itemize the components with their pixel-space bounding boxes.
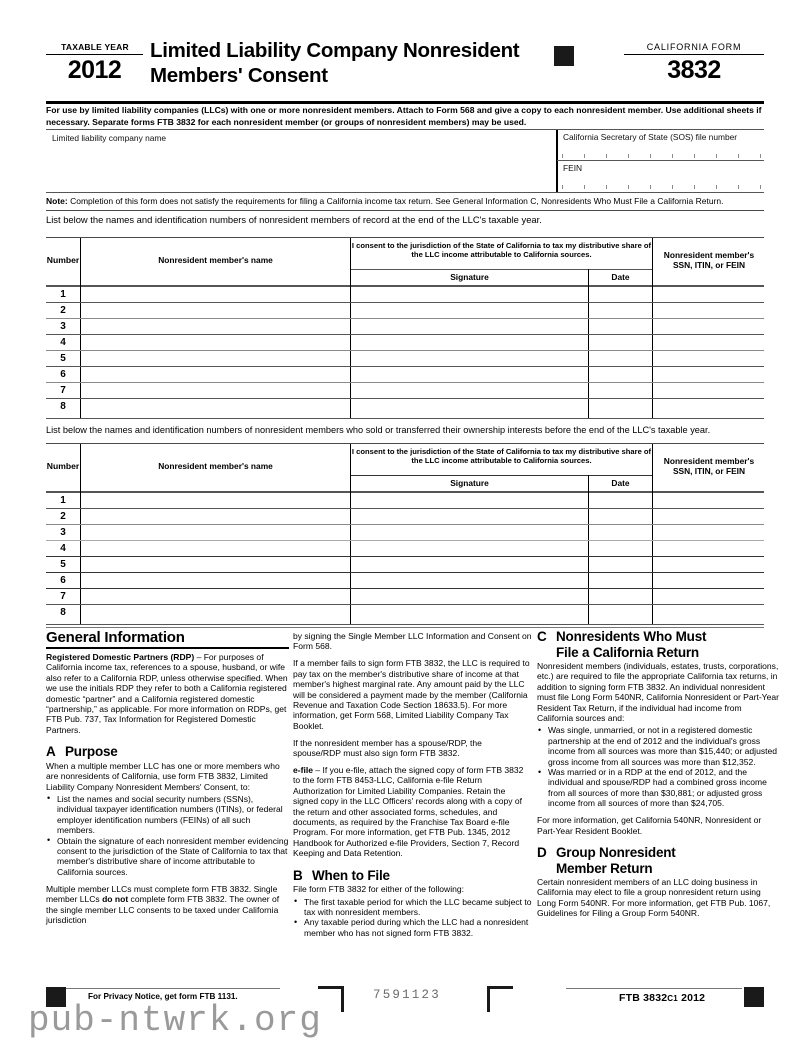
t2-row-number: 7 [60,591,66,602]
t2-header-name: Nonresident member's name [158,461,273,471]
section-a-heading [46,744,289,760]
t1-top-rule [46,237,764,238]
t1-header-consent: I consent to the jurisdiction of the State of California to tax my distributive share of the LLC income attributable to California sources. [351,241,652,260]
taxable-year-rule [46,54,143,55]
t2-vrule-name [350,444,351,625]
section-b-heading [293,868,532,884]
section-b-intro: File form FTB 3832 for either of the following: [293,884,465,895]
page-title-line2: Members' Consent [150,64,328,87]
t1-vrule-number [80,238,81,419]
list-item: • The first taxable period for which the LLC became subject to tax with nonresident members. [293,897,532,918]
section-c-title-line2: File a California Return [556,644,699,660]
t2-vrule-number [80,444,81,625]
watermark: pub-ntwrk.org [28,1000,322,1041]
header-divider [46,101,764,104]
t2-row-rule [46,556,764,557]
form-header [46,38,764,100]
t1-row-number: 7 [60,385,66,396]
crop-bracket-top-right-icon [318,986,344,1012]
section-a-closing-bold: do not [102,894,129,905]
section-c-title-line1: Nonresidents Who Must [556,629,707,644]
t2-header-signature: Signature [450,478,489,488]
entity-box-middle-rule [557,160,764,161]
footer-left-rule [66,988,280,989]
t1-row-rule [46,350,764,351]
rdp-paragraph [46,652,289,735]
page-title-line1: Limited Liability Company Nonresident [150,39,520,62]
section-a-closing-post: complete form FTB 3832. The owner of the single member LLC consents to be taxed under California jurisdiction [46,894,280,925]
general-info-column-2 [293,631,532,945]
section-a-letter: A [46,744,56,760]
footer-right-rule [566,988,742,989]
rdp-bold-label: Registered Domestic Partners (RDP) [46,652,195,662]
col2-paragraph-2: If a member fails to sign form FTB 3832, the LLC is required to pay tax on the member's distributive share of income at that member's highest marginal rate. Any amount paid by the LLC will be considered a payment made by the member (California Revenue and Taxation Code Section 18633.5). For more information, get Form 568, Limited Liability Company Tax Booklet. [293,658,530,731]
t1-header-bottom-rule [46,285,764,287]
section-d-heading [537,845,780,876]
general-info-column-1 [46,629,289,925]
rdp-text: – For purposes of California income tax, references to a spouse, husband, or wife also refer to a California RDP, unless otherwise specified. When we use the initials RDP they refer to both a California registered domestic “partner” and a California registered domestic “partnership,” as applicable. For more information on RDPs, get FTB Pub. 737, Tax Information for Registered Domestic Partners. [46,652,288,735]
form-number: 3832 [667,56,721,84]
t1-header-date: Date [611,272,630,282]
t2-row-rule [46,588,764,589]
t2-row-rule [46,540,764,541]
efile-text: – If you e-file, attach the signed copy of form FTB 3832 to the form FTB 8453-LLC, California e-file Return Authorization for Limited Liability Companies. Retain the signed copy in the LLC Officers' records along with a copy of the return and other associated forms, schedules, and documents, as required by the Franchise Tax Board e-file Program. For more information, get FTB Pub. 1345, 2012 Handbook for Authorized e-file Providers, Section 7, Record Keeping and Data Retention. [293,764,524,859]
form-use-instructions: For use by limited liability companies (LLCs) with one or more nonresident members. Attach to Form 568 and give a copy to each nonresident member. Use additional sheets if necessary. Separate forms FTB 3832 for each nonresident member (or groups of nonresident members) may be used. [46,105,762,127]
t1-row-number: 4 [60,337,66,348]
note-prefix: Note: [46,196,68,206]
entity-box-top-rule [46,129,764,130]
t2-bottom-rule [46,624,764,625]
t1-row-number: 2 [60,305,66,316]
t2-row-number: 5 [60,559,66,570]
general-info-column-3 [537,629,780,919]
t2-row-rule [46,524,764,525]
t1-row-number: 8 [60,401,66,412]
list-item: • List the names and social security numbers (SSNs), individual taxpayer identification numbers (ITINs), or federal employer identification numbers (FEINs) of all such members. [46,794,289,836]
list-item: • Any taxable period during which the LLC had a nonresident member who has not signed form FTB 3832. [293,917,532,938]
section-d-text: Certain nonresident members of an LLC doing business in California may elect to file a group nonresident return using Long Form 540NR. For more information, get FTB Pub. 1067, Guidelines for Filing a Group Form 540NR. [537,877,771,919]
t2-row-number: 8 [60,607,66,618]
fein-field[interactable] [563,174,759,187]
crop-bracket-top-left-icon [487,986,513,1012]
t2-header-date: Date [611,478,630,488]
privacy-notice-text: For Privacy Notice, get form FTB 1131. [88,992,238,1001]
nonresident-members-table-1 [46,237,764,419]
t1-row-rule [46,318,764,319]
section-d-title-line1: Group Nonresident [556,845,676,860]
entity-box-bottom-rule [46,192,764,193]
general-info-heading: General Information [46,629,185,646]
fein-label: FEIN [563,163,583,173]
section-b-title: When to File [312,867,390,883]
t2-header-consent: I consent to the jurisdiction of the State of California to tax my distributive share of the LLC income attributable to California sources. [351,447,652,466]
t2-row-rule [46,604,764,605]
t1-row-number: 5 [60,353,66,364]
section-a-closing [46,884,289,926]
list-item: • Was married or in a RDP at the end of 2012, and the individual and spouse/RDP had a combined gross income from all sources of more than $30,881; or adjusted gross income from all sources of more than $24,705. [537,767,780,809]
t2-header-number: Number [46,461,80,471]
footer-form-id: FTB 3832 [619,992,668,1004]
t1-row-number: 3 [60,321,66,332]
t1-consent-split-rule [351,269,652,270]
section-b-letter: B [293,867,303,883]
note-line [46,196,764,207]
t1-row-rule [46,366,764,367]
section-d-letter: D [537,845,547,860]
llc-name-field[interactable] [52,145,547,189]
efile-bold-label: e-file [293,764,313,775]
table2-intro: List below the names and identification numbers of nonresident members who sold or transferred their ownership interests before the end of the LLC's taxable year. [46,425,711,435]
t1-header-ssn: Nonresident member's SSN, ITIN, or FEIN [663,250,755,270]
t1-vrule-date [652,238,653,419]
t2-header-bottom-rule [46,491,764,493]
t2-header-ssn: Nonresident member's SSN, ITIN, or FEIN [663,456,755,476]
section-b-bullet-list [293,897,532,939]
efile-paragraph [293,765,532,859]
t1-vrule-name [350,238,351,419]
section-c-heading [537,629,780,660]
section-c-bullet-list [537,725,780,808]
t2-vrule-date [652,444,653,625]
t1-row-rule [46,334,764,335]
t1-header-name: Nonresident member's name [158,255,273,265]
taxable-year-label: TAXABLE YEAR [61,42,129,52]
page-title [150,38,530,88]
section-c-letter: C [537,629,547,644]
general-info-heading-rule [46,647,289,649]
t2-row-rule [46,508,764,509]
note-divider [46,210,764,211]
footer-form-year: 2012 [681,992,706,1004]
t1-row-number: 6 [60,369,66,380]
sos-file-number-field[interactable] [563,144,759,157]
taxable-year-value: 2012 [67,56,122,84]
list-item: • Was single, unmarried, or not in a registered domestic partnership at the end of 2012 and the individual's gross income from all sources was more than $15,440; or adjusted gross income from all sources was more than $12,352. [537,725,780,767]
col2-paragraph-1: by signing the Single Member LLC Information and Consent on Form 568. [293,631,532,652]
list-item: • Obtain the signature of each nonresident member evidencing consent to the jurisdiction of the State of California to tax that member's distributive share of income attributable to California sources. [46,836,289,878]
section-a-intro: When a multiple member LLC has one or more members who are nonresidents of California, use form FTB 3832, Limited Liability Company Nonresident Members' Consent, to: [46,760,280,792]
t2-vrule-signature [588,475,589,625]
t1-row-rule [46,382,764,383]
barcode-number: 7591123 [373,988,441,1002]
section-a-bullet-list [46,794,289,877]
note-text: Completion of this form does not satisfy the requirements for filing a California income tax return. See General Information C, Nonresidents Who Must File a California Return. [67,196,724,206]
llc-name-label: Limited liability company name [52,133,167,143]
t1-row-number: 1 [60,289,66,300]
t1-bottom-rule [46,418,764,419]
section-d-title-line2: Member Return [556,860,653,876]
footer-form-rev: C1 [667,994,678,1003]
section-c-closing: For more information, get California 540NR, Nonresident or Part-Year Resident Booklet. [537,815,762,836]
section-a-closing-pre: Multiple member LLCs must complete form FTB 3832. Single member LLCs [46,883,278,905]
t1-row-rule [46,302,764,303]
t1-header-number: Number [46,255,80,265]
section-c-intro: Nonresident members (individuals, estates, trusts, corporations, etc.) are required to file the appropriate California tax returns, in addition to signing form FTB 3832. An individual nonresident must file Long Form 540NR, California Nonresident or Part-Year Resident Tax Return, if the individual had income from California sources and: [537,661,779,724]
nonresident-members-table-2 [46,443,764,625]
entity-box-vertical-rule [556,130,558,193]
t2-row-number: 4 [60,543,66,554]
california-form-rule [624,54,764,55]
black-square-marker-icon [554,46,574,66]
sos-file-number-label: California Secretary of State (SOS) file number [563,132,738,142]
footer-right-marker-icon [744,987,764,1007]
t2-row-number: 6 [60,575,66,586]
t1-row-rule [46,398,764,399]
t2-row-number: 1 [60,495,66,506]
t2-row-rule [46,572,764,573]
section-a-title: Purpose [65,744,118,760]
t2-row-number: 2 [60,511,66,522]
t1-header-signature: Signature [450,272,489,282]
col2-paragraph-3: If the nonresident member has a spouse/RDP, the spouse/RDP must also sign form FTB 3832. [293,737,482,759]
t2-top-rule [46,443,764,444]
entity-identification-box [46,129,764,193]
california-form-label: CALIFORNIA FORM [646,42,742,52]
t1-vrule-signature [588,269,589,419]
t2-row-number: 3 [60,527,66,538]
table1-intro: List below the names and identification numbers of nonresident members of record at the end of the LLC's taxable year. [46,214,542,225]
footer-form-identifier [619,992,705,1004]
t2-consent-split-rule [351,475,652,476]
general-info-top-rule [46,627,764,628]
